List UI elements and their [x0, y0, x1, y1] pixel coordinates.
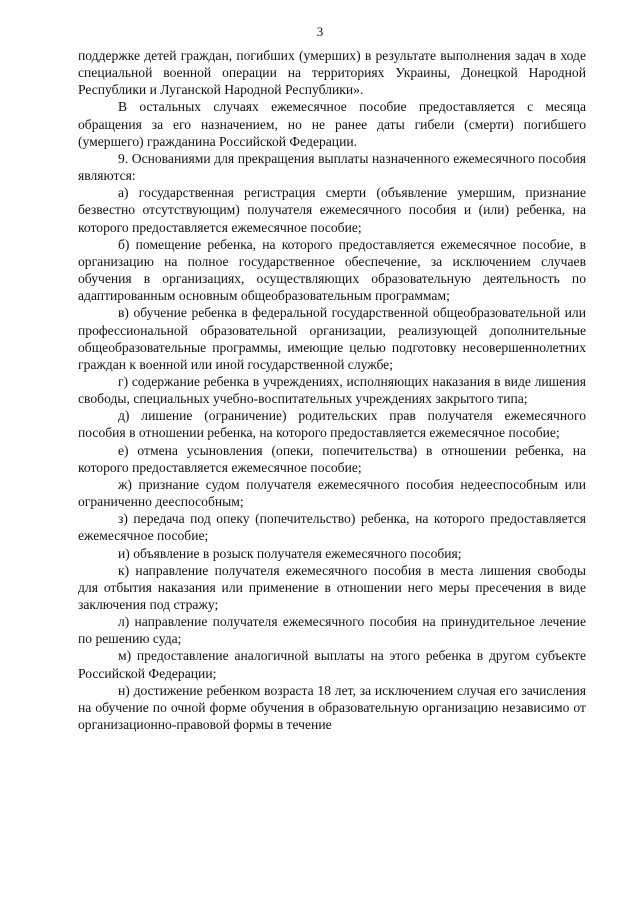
- list-item-m: м) предоставление аналогичной выплаты на этого ребенка в другом субъекте Российской Федерации;: [78, 648, 586, 681]
- list-item-z: з) передача под опеку (попечительство) ребенка, на которого предоставляется ежемесячное пособие;: [78, 511, 586, 544]
- list-item-i: и) объявление в розыск получателя ежемесячного пособия;: [118, 545, 462, 561]
- list-item-k: к) направление получателя ежемесячного пособия в места лишения свободы для отбытия наказания или применение в отношении него меры пресечения в виде заключения под стражу;: [78, 562, 586, 612]
- document-body: [78, 47, 586, 733]
- paragraph-continuation: поддержке детей граждан, погибших (умерших) в результате выполнения задач в ходе специальной военной операции на территориях Украины, Донецкой Народной Республики и Луганской Народной Республики».: [78, 48, 586, 98]
- paragraph-other-cases: В остальных случаях ежемесячное пособие предоставляется с месяца обращения за его назначением, но не ранее даты гибели (смерти) погибшего (умершего) гражданина Российской Федерации.: [78, 99, 586, 149]
- list-item-d: д) лишение (ограничение) родительских прав получателя ежемесячного пособия в отношении ребенка, на которого предоставляется ежемесячное пособие;: [78, 408, 586, 441]
- list-item-n: н) достижение ребенком возраста 18 лет, за исключением случая его зачисления на обучение по очной форме обучения в образовательную организацию независимо от организационно-правовой формы в течение: [78, 682, 586, 733]
- page-number: 3: [316, 24, 324, 39]
- list-item-v: в) обучение ребенка в федеральной государственной общеобразовательной или профессиональной образовательной организации, реализующей дополнительные общеобразовательные программы, имеющие целью подготовку несовершеннолетних граждан к военной или иной государственной службе;: [78, 305, 586, 372]
- list-item-g: г) содержание ребенка в учреждениях, исполняющих наказания в виде лишения свободы, специальных учебно-воспитательных учреждениях закрытого типа;: [78, 373, 586, 407]
- list-item-l: л) направление получателя ежемесячного пособия на принудительное лечение по решению суда;: [78, 614, 586, 647]
- list-item-a: а) государственная регистрация смерти (объявление умершим, признание безвестно отсутствующим) получателя ежемесячного пособия и (или) ребенка, на которого предоставляется ежемесячное пособие;: [78, 185, 586, 235]
- list-item-b: б) помещение ребенка, на которого предоставляется ежемесячное пособие, в организацию на полное государственное обеспечение, за исключением случаев обучения в организациях, осуществляющих образовательную деятельность по адаптированным основным общеобразовательным программам;: [78, 236, 586, 304]
- list-item-zh: ж) признание судом получателя ежемесячного пособия недееспособным или ограниченно дееспособным;: [78, 476, 586, 510]
- list-item-e: е) отмена усыновления (опеки, попечительства) в отношении ребенка, на которого предоставляется ежемесячное пособие;: [78, 442, 586, 475]
- paragraph-item-9: 9. Основаниями для прекращения выплаты назначенного ежемесячного пособия являются:: [78, 150, 586, 184]
